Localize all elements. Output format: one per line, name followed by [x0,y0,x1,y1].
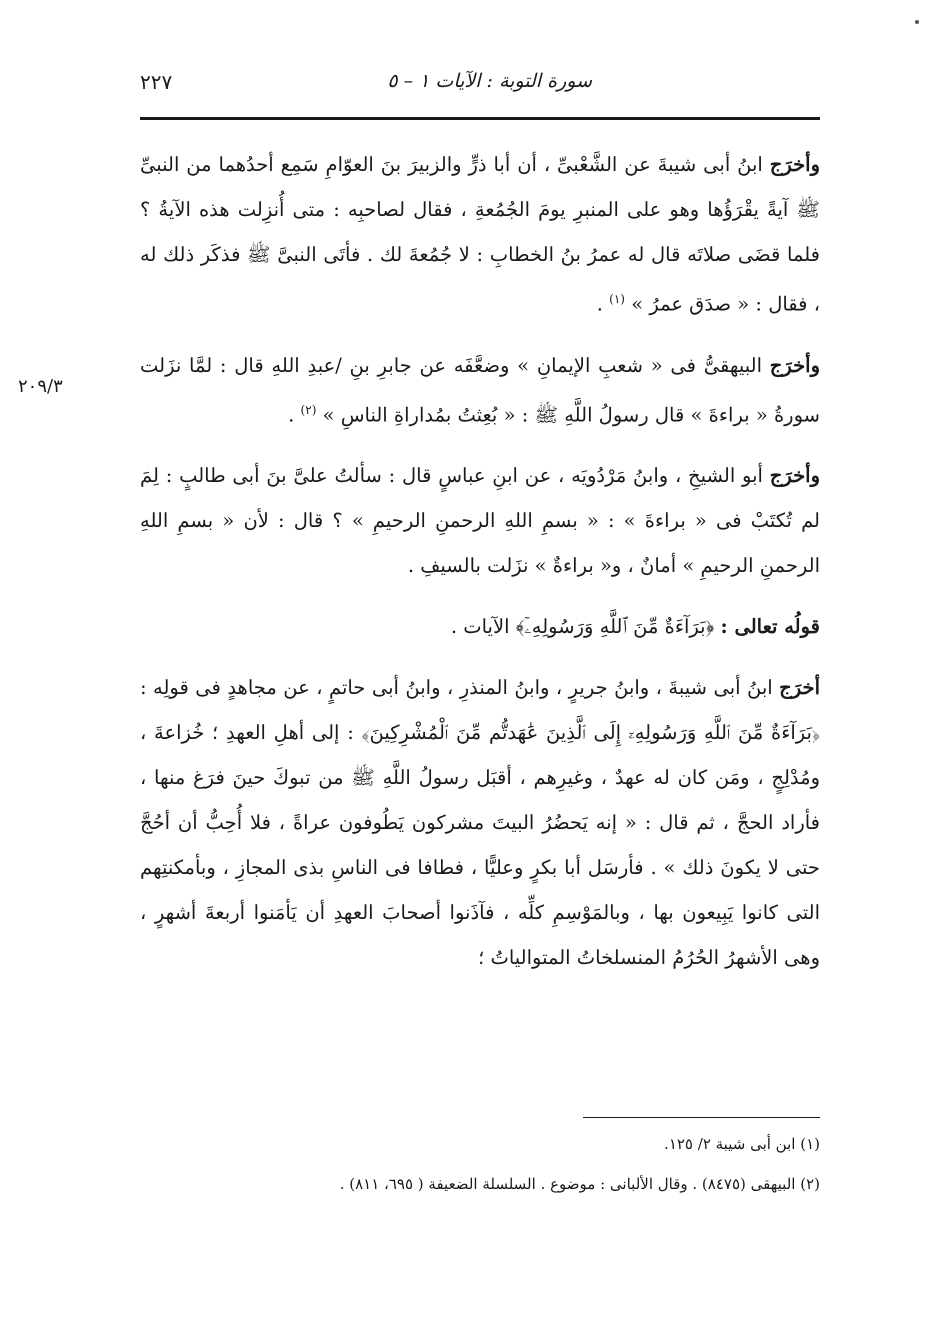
paragraph-lead: وأخرَج [769,153,820,176]
running-header [140,62,820,108]
footnote-1: (١) ابن أبى شيبة ٢/ ١٢٥. [664,1135,820,1153]
section-heading [140,604,820,649]
paragraph-end: . [596,292,610,316]
heading-text: ﴿بَرَآءَةٌ مِّنَ ٱللَّهِ وَرَسُولِهِۦٓ﴾ الآيات . [450,615,721,638]
paragraph-lead: وأخرَج [769,464,820,487]
footnote-2: (٢) البيهقى (٨٤٧٥) . وقال الألبانى : موضوع . السلسلة الضعيفة ( ٦٩٥، ٨١١) . [339,1175,820,1193]
margin-reference: ٢٠٩/٣ [18,376,63,397]
footnotes [140,1124,820,1204]
scan-mark [915,20,919,24]
chapter-title: سورة التوبة : الآيات ١ – ٥ [387,70,592,92]
footnote-rule [583,1117,820,1118]
paragraph-text: البيهقىُّ فى « شعبِ الإيمانِ » وضعَّفَه عن جابرِ بنِ /عبدِ اللهِ قال : لمَّا نزَلت سورةُ « براءةَ » قال رسولُ اللَّهِ ﷺ : « بُعِثتُ بمُداراةِ الناسِ » [140,353,820,426]
header-rule [140,117,820,120]
paragraph-lead: أخرَج [779,676,820,699]
paragraph [140,142,820,327]
paragraph-end: . [288,403,301,426]
main-text [140,142,820,996]
paragraph-lead: وأخرَج [769,353,820,377]
paragraph-text: أبو الشيخِ ، وابنُ مَرْدُويَه ، عن ابنِ عباسٍ قال : سألتُ علىَّ بنَ أبى طالبٍ : لِمَ لم تُكتَبْ فى « براءةَ » : « بسمِ اللهِ الرحمنِ الرحيمِ » ؟ قال : لأن « بسمِ اللهِ الرحمنِ الرحيمِ » أمانٌ ، و« براءةٌ » نزَلت بالسيفِ . [140,464,820,577]
paragraph [140,453,820,588]
page-number: ٢٢٧ [140,70,173,94]
paragraph [140,343,820,438]
paragraph [140,665,820,980]
paragraph-text: ابنُ أبى شيبةَ عن الشَّعْبىِّ ، أن أبا ذرٍّ والزبيرَ بنَ العوّامِ سَمِع أحدُهما من النبىِّ ﷺ آيةً يقْرَؤُها وهو على المنبرِ يومَ الجُمُعةِ ، فقال لصاحبِه : متى أُنزِلت هذه الآيةُ ؟ فلما قضَى صلاتَه قال له عمرُ بنُ الخطابِ : لا جُمُعةَ لك . فأتَى النبىَّ ﷺ فذكَر ذلك له ، فقال : « صدَق عمرُ » [140,153,820,316]
heading-lead: قولُه تعالى : [720,615,820,638]
paragraph-text: ابنُ أبى شيبةَ ، وابنُ جريرٍ ، وابنُ المنذرِ ، وابنُ أبى حاتمٍ ، عن مجاهدٍ فى قولِه : ﴿بَرَآءَةٌ مِّنَ ٱللَّهِ وَرَسُولِهِۦٓ إِلَى ٱلَّذِينَ عَٰهَدتُّم مِّنَ ٱلْمُشْرِكِينَ﴾ : إلى أهلِ العهدِ ؛ خُزاعةَ ، ومُدْلِجٍ ، ومَن كان له عهدٌ ، وغيرِهم ، أقبَل رسولُ اللَّهِ ﷺ من تبوكَ حينَ فرَغ منها ، فأراد الحجَّ ، ثم قال : « إنه يَحضُرُ البيتَ مشركون يَطُوفون عراةً ، فلا أُحِبُّ أن أحُجَّ حتى لا يكونَ ذلك » . فأرسَل أبا بكرٍ وعليًّا ، فطافا فى الناسِ بذى المجازِ ، وبأمكنتِهم التى كانوا يَبِيعون بها ، وبالمَوْسِمِ كلِّه ، فآذَنوا أصحابَ العهدِ أن يَأمَنوا أربعةَ أشهرٍ ، وهى الأشهرُ الحُرُمُ المنسلخاتُ المتوالياتُ ؛ [140,676,820,969]
footnote-marker[interactable]: (٢) [300,402,317,417]
footnote-marker[interactable]: (١) [609,292,625,306]
